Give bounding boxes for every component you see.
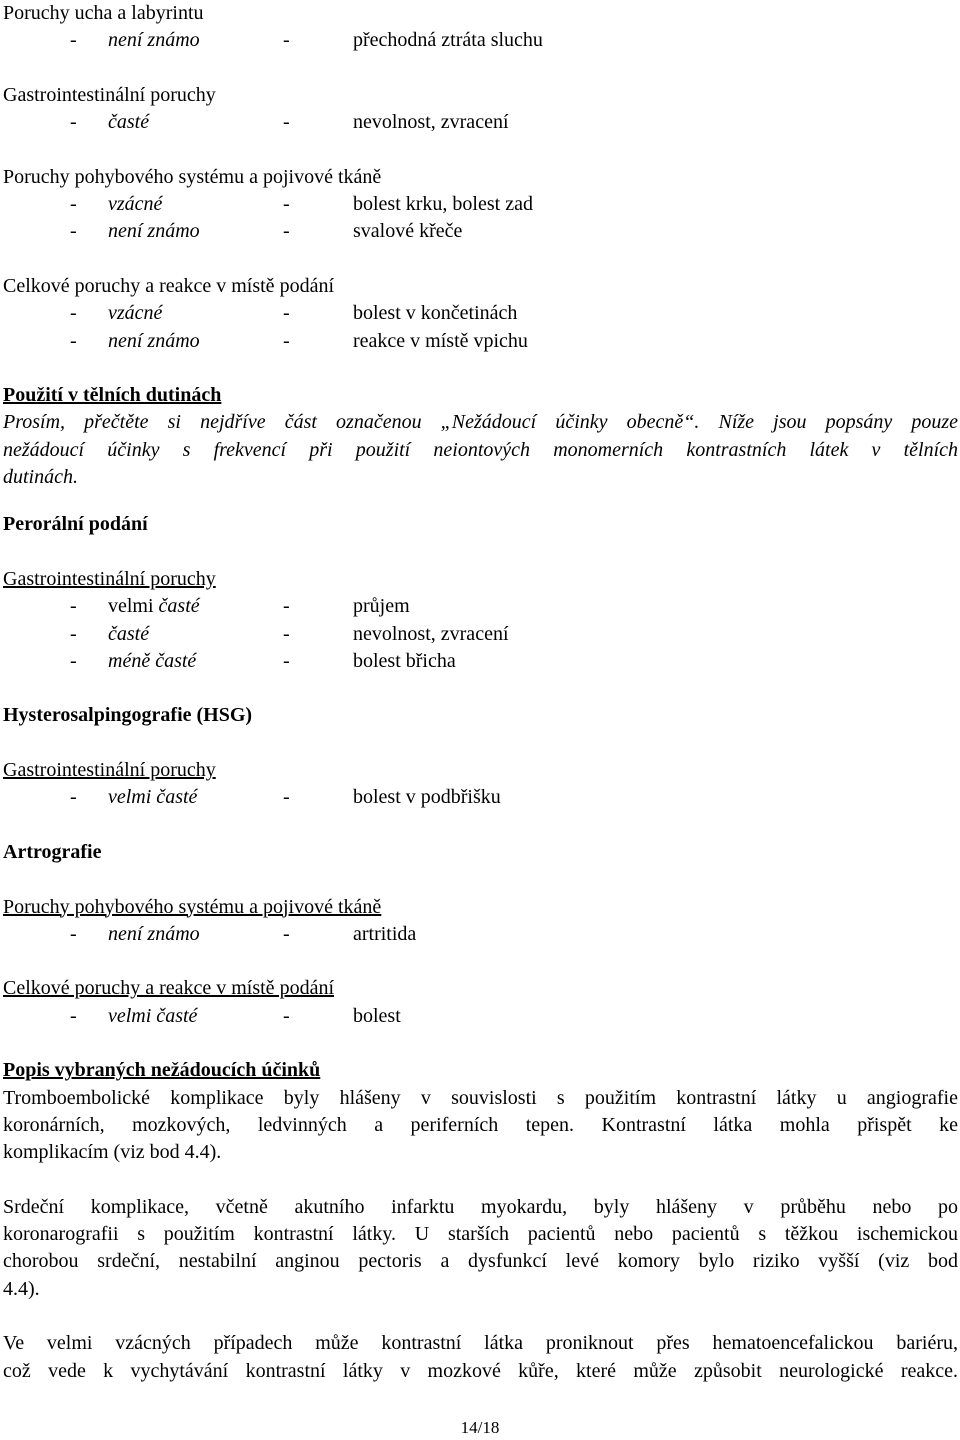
subsection-title: Použití v tělních dutinách — [3, 384, 222, 407]
subsection-title: Popis vybraných nežádoucích účinků — [3, 1059, 321, 1082]
dash: - — [283, 111, 290, 134]
dash: - — [283, 1004, 290, 1027]
subsection-title: Hysterosalpingografie (HSG) — [3, 704, 253, 727]
dash: - — [283, 302, 290, 325]
intro-text-line: Prosím, přečtěte si nejdříve část označenou „Nežádoucí účinky obecně“. Níže jsou popsány pouze — [3, 411, 958, 434]
dash: - — [283, 595, 290, 618]
frequency: není známo — [108, 922, 200, 945]
page-number: 14/18 — [460, 1418, 500, 1437]
paragraph-line: 4.4). — [3, 1277, 40, 1300]
frequency: není známo — [108, 329, 200, 352]
list-item — [3, 109, 958, 136]
dash: - — [283, 922, 290, 945]
dash: - — [70, 302, 77, 325]
section-heading: Celkové poruchy a reakce v místě podání — [3, 274, 334, 297]
dash: - — [70, 329, 77, 352]
section-heading: Poruchy ucha a labyrintu — [3, 2, 204, 24]
dash: - — [70, 1004, 77, 1027]
paragraph-line: Tromboembolické komplikace byly hlášeny v souvislosti s použitím kontrastní látky u angiografie — [3, 1086, 958, 1109]
paragraph-line: komplikacím (viz bod 4.4). — [3, 1141, 222, 1164]
frequency: časté — [108, 111, 150, 134]
effect: svalové křeče — [353, 220, 463, 243]
list-item — [3, 328, 958, 355]
dash: - — [283, 622, 290, 645]
list-item — [3, 648, 958, 675]
paragraph-line: chorobou srdeční, nestabilní anginou pectoris a dysfunkcí levé komory bylo riziko vyšší (viz bod — [3, 1250, 958, 1273]
frequency: méně časté — [108, 649, 197, 672]
subsection-title: Perorální podání — [3, 513, 148, 536]
list-item — [3, 300, 958, 327]
dash: - — [70, 595, 77, 618]
list-item — [3, 1003, 958, 1030]
effect: bolest v podbřišku — [353, 786, 501, 809]
intro-text-line: dutinách. — [3, 466, 78, 489]
dash: - — [70, 29, 77, 52]
effect: artritida — [353, 922, 417, 945]
effect: reakce v místě vpichu — [353, 329, 528, 352]
effect: nevolnost, zvracení — [353, 111, 509, 134]
paragraph-line: koronarografii s použitím kontrastní látky. U starších pacientů nebo pacientů s těžkou ischemickou — [3, 1223, 958, 1246]
effect: nevolnost, zvracení — [353, 622, 509, 645]
paragraph-line: Ve velmi vzácných případech může kontrastní látka proniknout přes hematoencefalickou bariéru, — [3, 1332, 958, 1355]
dash: - — [70, 193, 77, 216]
section-heading: Poruchy pohybového systému a pojivové tkáně — [3, 895, 382, 918]
section-heading: Gastrointestinální poruchy — [3, 759, 216, 782]
dash: - — [283, 649, 290, 672]
dash: - — [283, 29, 290, 52]
paragraph-line: Srdeční komplikace, včetně akutního infarktu myokardu, byly hlášeny v průběhu nebo po — [3, 1195, 958, 1218]
effect: bolest krku, bolest zad — [353, 193, 533, 216]
dash: - — [283, 786, 290, 809]
paragraph-line: koronárních, mozkových, ledvinných a periferních tepen. Kontrastní látka mohla přispět ke — [3, 1113, 958, 1136]
list-item — [3, 593, 958, 620]
dash: - — [70, 649, 77, 672]
frequency-prefix: velmi — [108, 595, 159, 618]
section-heading: Poruchy pohybového systému a pojivové tkáně — [3, 165, 382, 188]
frequency: vzácné — [108, 302, 163, 325]
frequency: není známo — [108, 220, 200, 243]
frequency: velmi časté — [108, 786, 198, 809]
frequency: není známo — [108, 29, 200, 52]
frequency: vzácné — [108, 193, 163, 216]
section-heading: Gastrointestinální poruchy — [3, 83, 216, 106]
list-item — [3, 218, 958, 245]
dash: - — [283, 220, 290, 243]
effect: průjem — [353, 595, 410, 618]
section-heading: Gastrointestinální poruchy — [3, 567, 216, 590]
frequency: velmi časté — [108, 1004, 198, 1027]
effect: bolest v končetinách — [353, 302, 518, 325]
dash: - — [283, 329, 290, 352]
effect: přechodná ztráta sluchu — [353, 29, 543, 52]
paragraph-line: což vede k vychytávání kontrastní látky v mozkové kůře, které může způsobit neurologické reakce. — [3, 1359, 958, 1382]
list-item — [3, 27, 958, 54]
list-item — [3, 921, 958, 948]
intro-text-line: nežádoucí účinky s frekvencí při použití neiontových monomerních kontrastních látek v tělních — [3, 438, 958, 461]
list-item — [3, 191, 958, 218]
dash: - — [70, 922, 77, 945]
section-heading: Celkové poruchy a reakce v místě podání — [3, 977, 334, 1000]
list-item — [3, 784, 958, 811]
document-page — [3, 0, 958, 1385]
dash: - — [70, 786, 77, 809]
frequency: časté — [158, 595, 200, 618]
dash: - — [70, 220, 77, 243]
effect: bolest břicha — [353, 649, 456, 672]
dash: - — [70, 622, 77, 645]
dash: - — [70, 111, 77, 134]
list-item — [3, 621, 958, 648]
effect: bolest — [353, 1004, 401, 1027]
dash: - — [283, 193, 290, 216]
frequency: časté — [108, 622, 150, 645]
subsection-title: Artrografie — [3, 840, 102, 863]
